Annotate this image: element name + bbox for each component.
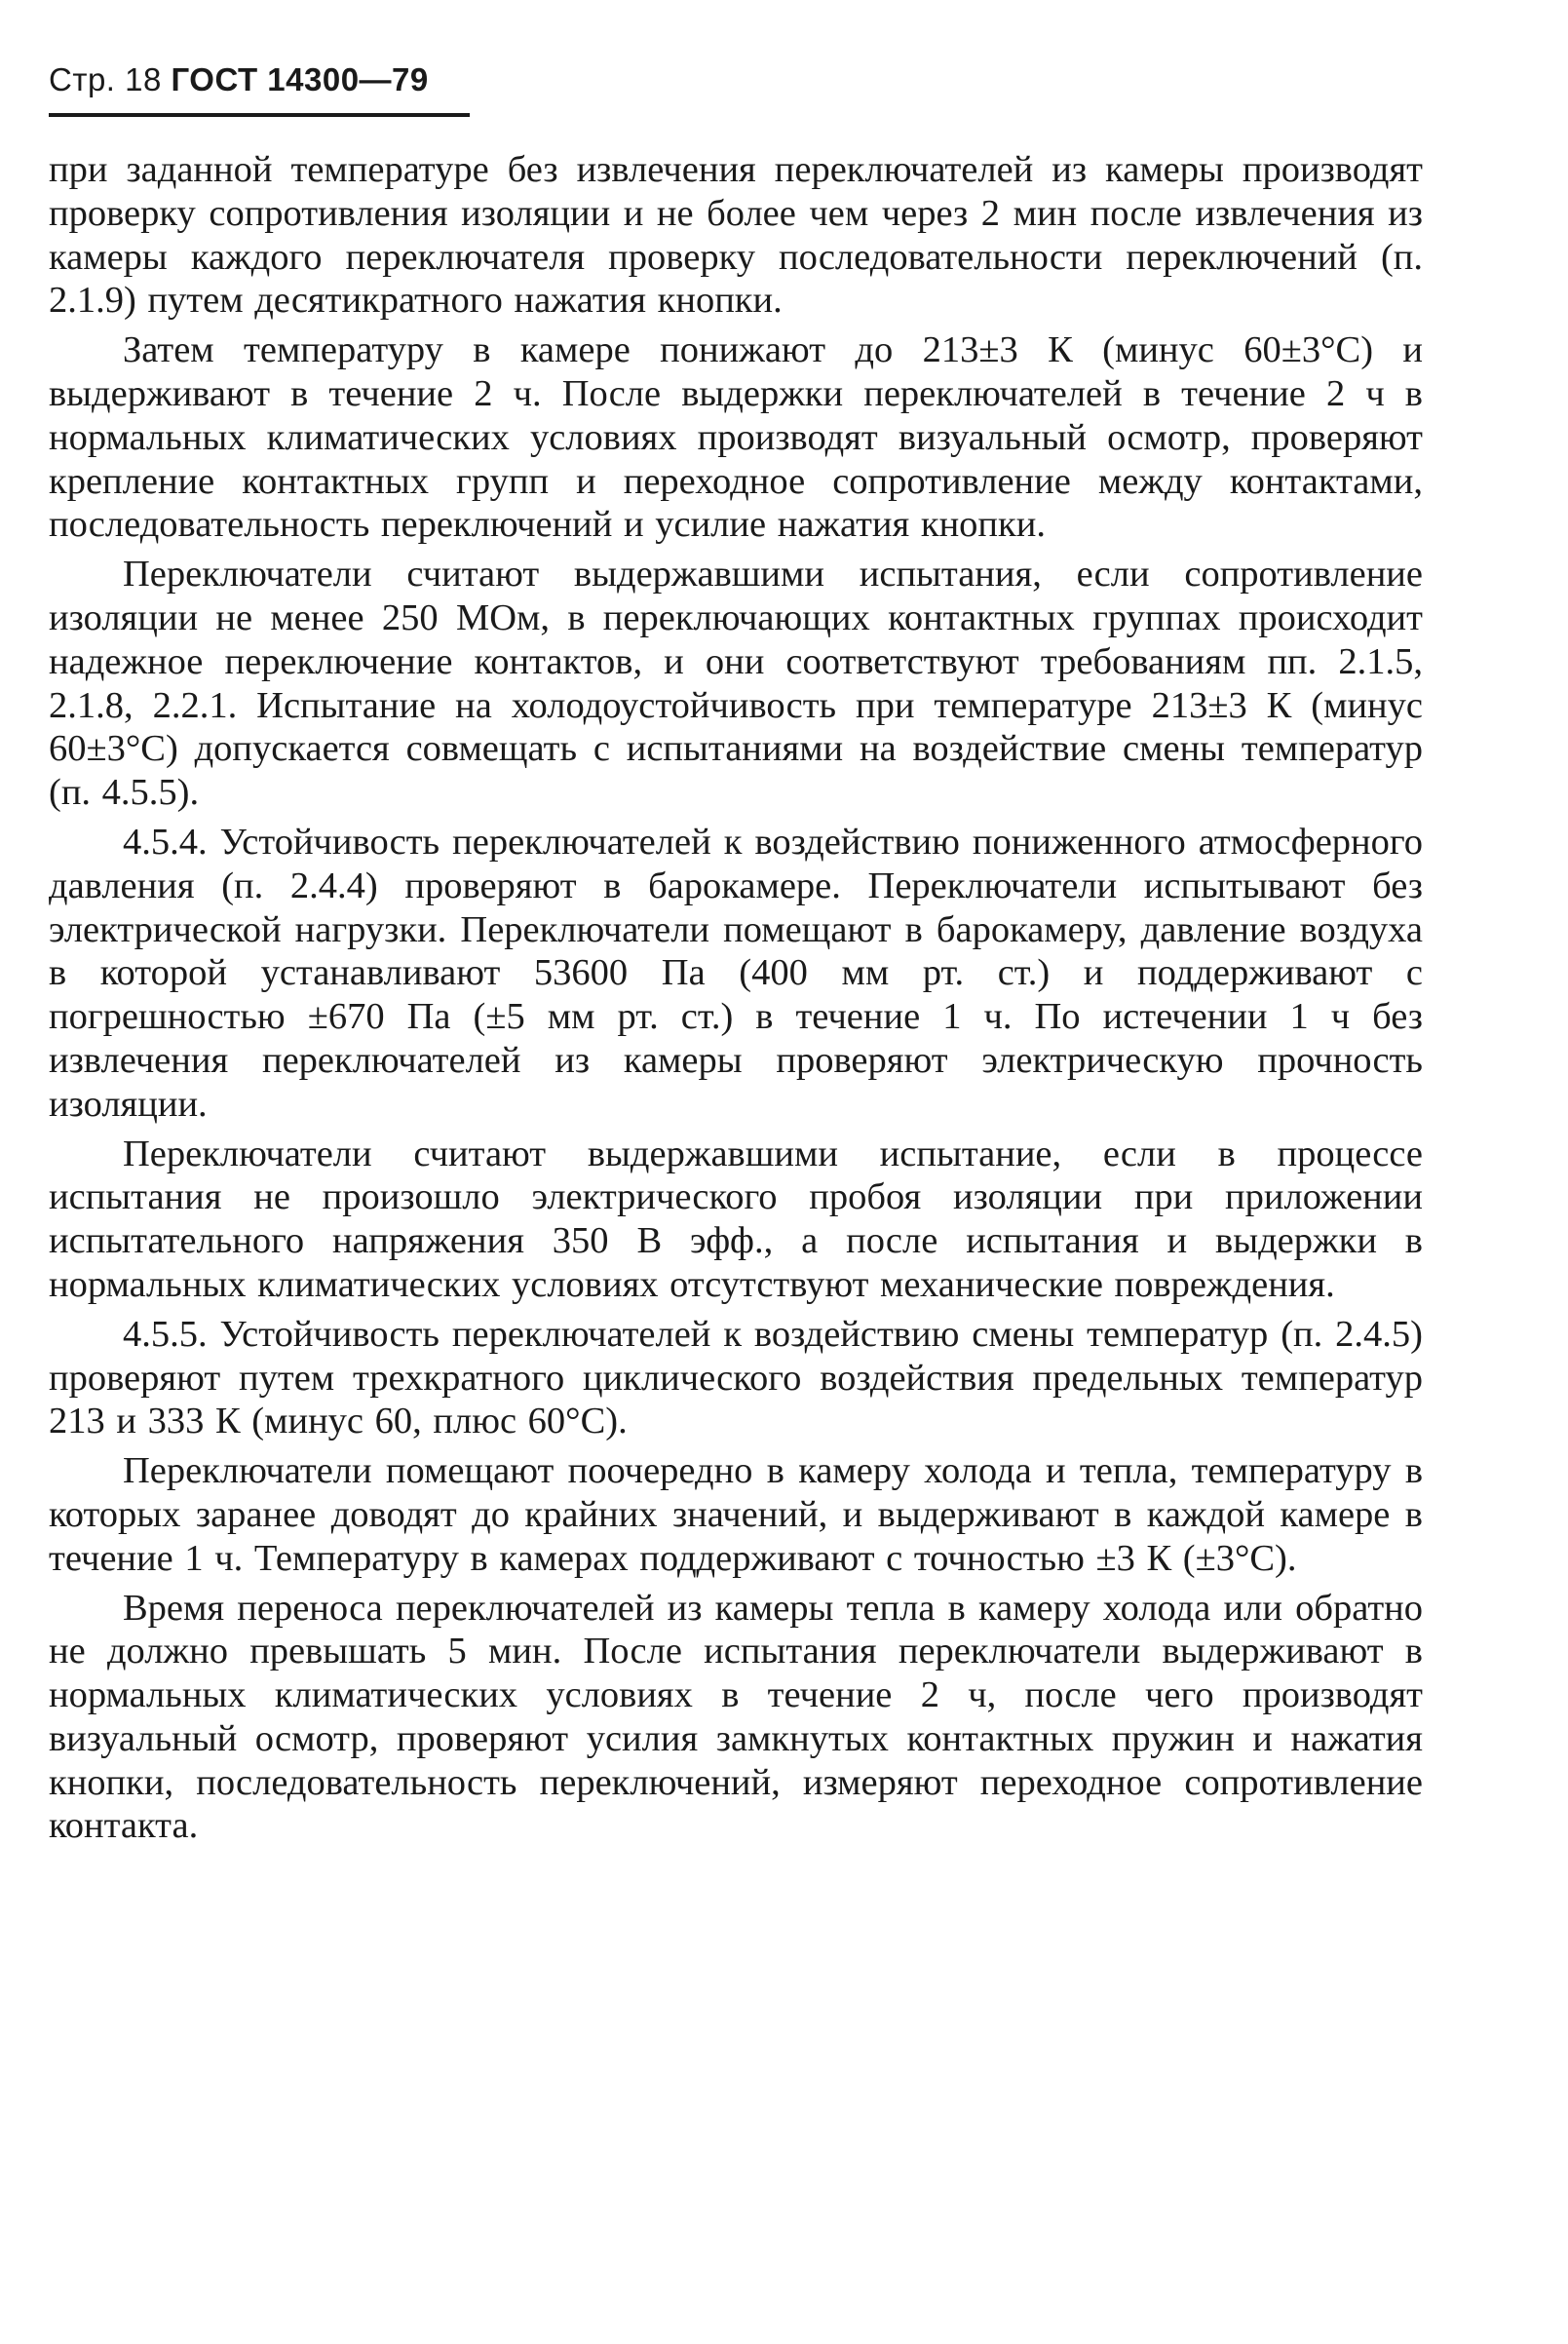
paragraph: Переключатели считают выдержавшими испытание, если в процессе испытания не произошло электрического пробоя изоляции при приложении испытательного напряжения 350 В эфф., а после испытания и выдержки в нормальных климатических условиях отсутствуют механические повреждения.: [49, 1133, 1423, 1305]
paragraph-clause-4-5-5: 4.5.5. Устойчивость переключателей к воздействию смены температур (п. 2.4.5) проверяют путем трехкратного циклического воздействия предельных температур 213 и 333 К (минус 60, плюс 60°С).: [49, 1313, 1423, 1442]
paragraph-continued: при заданной температуре без извлечения переключателей из камеры производят проверку сопротивления изоляции и не более чем через 2 мин после извлечения из камеры каждого переключателя проверку последовательности переключений (п. 2.1.9) путем десятикратного нажатия кнопки.: [49, 149, 1423, 322]
paragraph: Время переноса переключателей из камеры тепла в камеру холода или обратно не должно превышать 5 мин. После испытания переключатели выдерживают в нормальных климатических условиях в течение 2 ч, после чего производят визуальный осмотр, проверяют усилия замкнутых контактных пружин и нажатия кнопки, последовательность переключений, измеряют переходное сопротивление контакта.: [49, 1587, 1423, 1847]
header-underline: [49, 113, 470, 117]
paragraph-clause-4-5-4: 4.5.4. Устойчивость переключателей к воздействию пониженного атмосферного давления (п. 2.4.4) проверяют в барокамере. Переключатели испытывают без электрической нагрузки. Переключатели помещают в барокамеру, давление воздуха в которой устанавливают 53600 Па (400 мм рт. ст.) и поддерживают с погрешностью ±670 Па (±5 мм рт. ст.) в течение 1 ч. По истечении 1 ч без извлечения переключателей из камеры проверяют электрическую прочность изоляции.: [49, 821, 1423, 1125]
standard-code: ГОСТ 14300—79: [171, 61, 429, 97]
paragraph: Переключатели считают выдержавшими испытания, если сопротивление изоляции не менее 250 МОм, в переключающих контактных группах происходит надежное переключение контактов, и они соответствуют требованиям пп. 2.1.5, 2.1.8, 2.2.1. Испытание на холодоустойчивость при температуре 213±3 К (минус 60±3°С) допускается совмещать с испытаниями на воздействие смены температур (п. 4.5.5).: [49, 554, 1423, 814]
paragraph: Переключатели помещают поочередно в камеру холода и тепла, температуру в которых заранее доводят до крайних значений, и выдерживают в каждой камере в течение 1 ч. Температуру в камерах поддерживают с точностью ±3 К (±3°С).: [49, 1450, 1423, 1579]
paragraph: Затем температуру в камере понижают до 213±3 К (минус 60±3°С) и выдерживают в течение 2 ч. После выдержки переключателей в течение 2 ч в нормальных климатических условиях производят визуальный осмотр, проверяют крепление контактных групп и переходное сопротивление между контактами, последовательность переключений и усилие нажатия кнопки.: [49, 329, 1423, 546]
page-header: [49, 60, 429, 99]
document-body: [49, 148, 1423, 1854]
page-number-label: Стр. 18: [49, 61, 162, 97]
